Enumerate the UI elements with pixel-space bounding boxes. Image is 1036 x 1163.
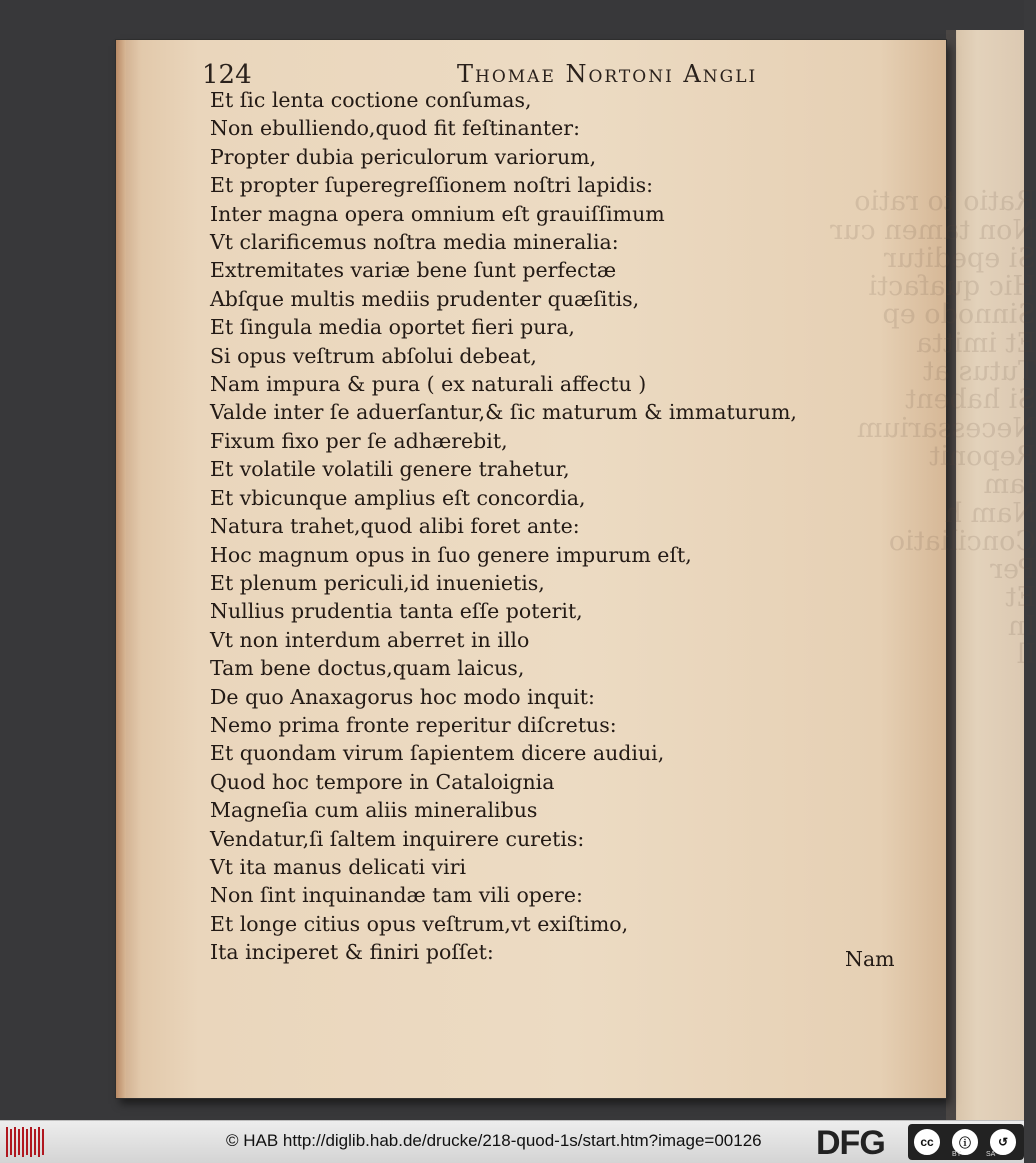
license-badge[interactable] [908, 1124, 1024, 1160]
verse-line: Vt ita manus delicati viri [210, 854, 467, 879]
verse-line: Quod hoc tempore in Cataloignia [210, 769, 555, 794]
show-through-text: Ratio to ratio Non tamen cur Si epeditur Hic quafacti Sinnodo ep Et imitta Tutus at Si habent Necessarium Reponit Iam Nam h Conciliatio Per Et In Il [830, 186, 1036, 671]
verse-line: Si opus veſtrum abſolui debeat, [210, 343, 537, 368]
verse-line: Ita inciperet & finiri poſſet: [210, 940, 494, 965]
license-by-label: BY [952, 1151, 962, 1158]
sa-icon: ↺ [988, 1127, 1018, 1157]
verse-line: Non ſint inquinandæ tam vili opere: [210, 883, 583, 908]
by-icon: ⓘ [950, 1127, 980, 1157]
verse-line: Valde inter ſe aduerſantur,& ſic maturum & immaturum, [210, 400, 797, 425]
verse-line: Tam bene doctus,quam laicus, [210, 656, 525, 681]
page-number: 124 [202, 60, 252, 90]
verse-line: Propter dubia periculorum variorum, [210, 144, 597, 169]
license-sa-label: SA [986, 1151, 996, 1158]
barcode-icon [6, 1127, 46, 1157]
verse-line: Fixum fixo per ſe adhærebit, [210, 428, 508, 453]
verse-line: Et ſic lenta coctione conſumas, [210, 88, 532, 112]
verse-line: Extremitates variæ bene ſunt perfectæ [210, 258, 617, 283]
cc-icon: cc [912, 1127, 942, 1157]
verse-line: Et ſingula media oportet fieri pura, [210, 315, 575, 340]
verse-line: Magneſia cum aliis mineralibus [210, 798, 538, 823]
catchword: Nam [845, 947, 895, 971]
verse-line: Et vbicunque amplius eſt concordia, [210, 485, 586, 510]
verse-line: Nemo prima fronte reperitur diſcretus: [210, 712, 617, 737]
verse-line: Natura trahet,quod alibi foret ante: [210, 514, 580, 539]
verse-line: Inter magna opera omnium eſt grauiſſimum [210, 201, 665, 226]
verse-line: De quo Anaxagorus hoc modo inquit: [210, 684, 595, 709]
viewer-footer [0, 1120, 1024, 1163]
verse-line: Et propter ſuperegreſſionem noſtri lapidis: [210, 173, 653, 198]
citation-link[interactable]: © HAB http://diglib.hab.de/drucke/218-quod-1s/start.htm?image=00126 [226, 1131, 762, 1150]
verse-line: Vendatur,ſi ſaltem inquirere curetis: [210, 826, 585, 851]
verse-line: Abſque multis mediis prudenter quæſitis, [210, 286, 640, 311]
dfg-logo[interactable]: DFG [816, 1124, 885, 1162]
verse-line: Vt non interdum aberret in illo [210, 627, 530, 652]
verse-line: Et volatile volatili genere trahetur, [210, 457, 570, 482]
verse-line: Et quondam virum ſapientem dicere audiui, [210, 741, 665, 766]
verse-line: Nam impura & pura ( ex naturali affectu ) [210, 372, 647, 397]
running-title: Thomae Nortoni Angli [457, 60, 758, 88]
verse-line: Et plenum periculi,id inuenietis, [210, 570, 545, 595]
verse-text [210, 86, 930, 967]
verse-line: Et longe citius opus veſtrum,vt exiſtimo, [210, 911, 629, 936]
verse-line: Hoc magnum opus in ſuo genere impurum eſt, [210, 542, 692, 567]
verse-line: Nullius prudentia tanta eſſe poterit, [210, 599, 583, 624]
verse-line: Non ebulliendo,quod fit feſtinanter: [210, 116, 580, 141]
verse-line: Vt clarificemus noſtra media mineralia: [210, 230, 619, 255]
